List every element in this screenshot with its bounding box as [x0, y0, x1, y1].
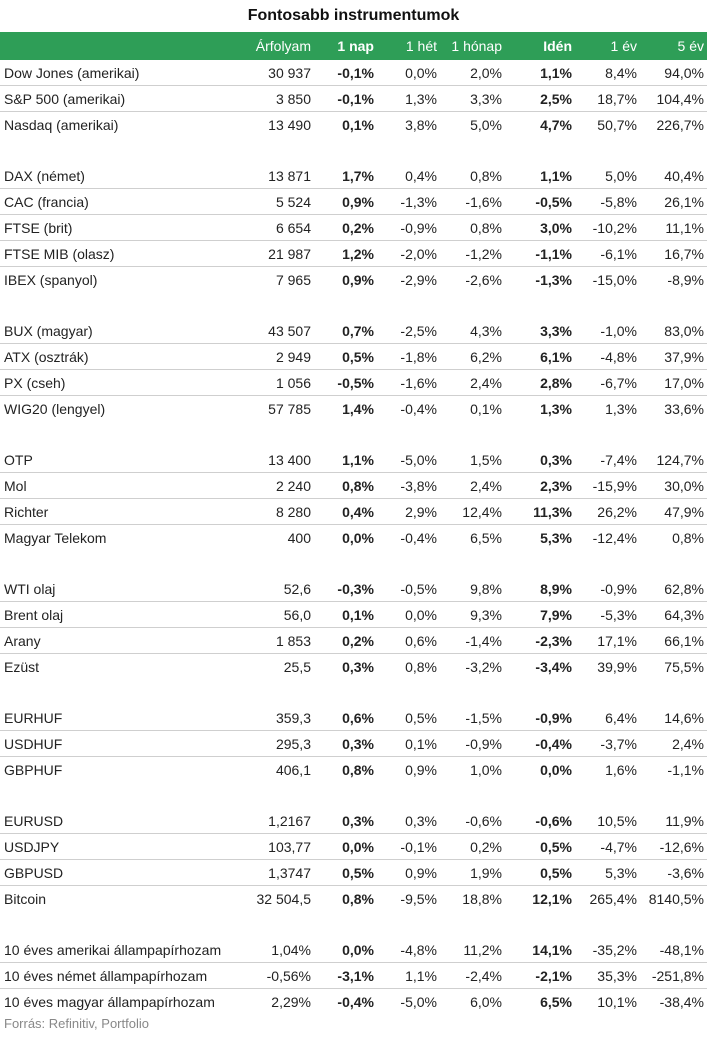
- change-1-month-cell: 2,0%: [440, 60, 505, 86]
- change-1-day-cell: 0,8%: [342, 890, 374, 907]
- price-cell: 103,77: [236, 834, 314, 860]
- change-1-year-cell: -4,8%: [575, 344, 640, 370]
- table-row: [0, 370, 707, 396]
- header-5-year: 5 év: [677, 38, 704, 54]
- price-cell: 52,6: [236, 576, 314, 602]
- change-5-year-cell: 2,4%: [640, 731, 707, 757]
- change-1-week-cell: -2,9%: [400, 271, 437, 288]
- price-cell: 32 504,5: [256, 890, 311, 907]
- change-1-week-cell: -2,5%: [377, 318, 440, 344]
- price-cell: 13 871: [236, 163, 314, 189]
- price-cell: 13 490: [268, 116, 311, 133]
- change-5-year-cell: 104,4%: [640, 86, 707, 112]
- change-1-week-cell: -2,0%: [377, 241, 440, 267]
- change-5-year-cell: -48,1%: [640, 937, 707, 963]
- instrument-name-cell: Magyar Telekom: [4, 529, 107, 546]
- change-1-day-cell: 0,8%: [342, 761, 374, 778]
- change-1-month-cell: 0,1%: [470, 400, 502, 417]
- table-row: [0, 937, 707, 963]
- instrument-name-cell: CAC (francia): [0, 189, 236, 215]
- change-1-year-cell: -15,0%: [592, 271, 637, 288]
- change-1-week-cell: 3,8%: [405, 116, 437, 133]
- change-1-week-cell: -1,6%: [377, 370, 440, 396]
- change-5-year-cell: 66,1%: [640, 628, 707, 654]
- change-ytd-cell: 2,5%: [505, 86, 575, 112]
- change-1-month-cell: 2,4%: [440, 473, 505, 499]
- change-ytd-cell: 14,1%: [505, 937, 575, 963]
- group-spacer: [0, 137, 707, 163]
- change-1-year-cell: 8,4%: [575, 60, 640, 86]
- change-5-year-cell: -251,8%: [640, 963, 707, 989]
- change-1-year-cell: 17,1%: [575, 628, 640, 654]
- instrument-name-cell: OTP: [0, 447, 236, 473]
- change-5-year-cell: -3,6%: [640, 860, 707, 886]
- price-cell: 1,04%: [236, 937, 314, 963]
- table-row: [0, 886, 707, 912]
- change-1-month-cell: -3,2%: [465, 658, 502, 675]
- change-5-year-cell: 124,7%: [640, 447, 707, 473]
- change-ytd-cell: 11,3%: [505, 499, 575, 525]
- instrument-name-cell: ATX (osztrák): [0, 344, 236, 370]
- change-1-month-cell: 2,4%: [440, 370, 505, 396]
- change-5-year-cell: 14,6%: [640, 705, 707, 731]
- change-1-day-cell: 0,8%: [314, 473, 377, 499]
- change-1-month-cell: -1,2%: [440, 241, 505, 267]
- change-1-day-cell: -0,1%: [314, 86, 377, 112]
- spacer-cell: [0, 137, 707, 163]
- instrument-name-cell: USDJPY: [0, 834, 236, 860]
- table-row: [0, 834, 707, 860]
- change-1-month-cell: 18,8%: [462, 890, 502, 907]
- change-1-week-cell: -3,8%: [377, 473, 440, 499]
- change-1-year-cell: 26,2%: [575, 499, 640, 525]
- change-1-year-cell: 35,3%: [575, 963, 640, 989]
- change-1-year-cell: -5,3%: [575, 602, 640, 628]
- change-1-week-cell: -0,1%: [377, 834, 440, 860]
- instrument-name-cell: 10 éves amerikai állampapírhozam: [0, 937, 236, 963]
- header-ytd: Idén: [543, 38, 572, 54]
- change-1-year-cell: -12,4%: [592, 529, 637, 546]
- change-1-year-cell: -35,2%: [575, 937, 640, 963]
- table-row: [0, 60, 707, 86]
- change-1-year-cell: -5,8%: [575, 189, 640, 215]
- price-cell: 1,3747: [236, 860, 314, 886]
- instrument-name-cell: Ezüst: [4, 658, 40, 675]
- change-1-year-cell: 1,3%: [605, 400, 637, 417]
- spacer-cell: [0, 679, 707, 705]
- instrument-name-cell: DAX (német): [0, 163, 236, 189]
- instrument-name-cell: Arany: [0, 628, 236, 654]
- change-1-day-cell: 0,7%: [314, 318, 377, 344]
- change-5-year-cell: -1,1%: [667, 761, 704, 778]
- group-spacer: [0, 550, 707, 576]
- change-1-month-cell: -1,5%: [440, 705, 505, 731]
- header-row: [0, 32, 707, 60]
- instrument-name-cell: Nasdaq (amerikai): [4, 116, 119, 133]
- change-5-year-cell: -38,4%: [659, 993, 704, 1010]
- change-1-week-cell: -1,3%: [377, 189, 440, 215]
- change-1-day-cell: 1,7%: [314, 163, 377, 189]
- header-1-week: 1 hét: [405, 38, 437, 54]
- change-5-year-cell: 0,8%: [672, 529, 704, 546]
- table-row: [0, 963, 707, 989]
- table-row: [0, 757, 707, 783]
- change-ytd-cell: 6,5%: [540, 993, 572, 1010]
- change-1-day-cell: 1,1%: [314, 447, 377, 473]
- header-1-day: 1 nap: [337, 38, 374, 54]
- group-spacer: [0, 421, 707, 447]
- instrument-name-cell: 10 éves német állampapírhozam: [0, 963, 236, 989]
- change-1-week-cell: -0,5%: [377, 576, 440, 602]
- change-1-month-cell: 9,8%: [440, 576, 505, 602]
- change-ytd-cell: 1,1%: [505, 163, 575, 189]
- change-1-year-cell: -6,7%: [575, 370, 640, 396]
- table-row: [0, 989, 707, 1015]
- table-row: [0, 602, 707, 628]
- source-note: Forrás: Refinitiv, Portfolio: [4, 1016, 149, 1031]
- change-1-year-cell: -10,2%: [575, 215, 640, 241]
- change-1-week-cell: 0,4%: [377, 163, 440, 189]
- change-1-week-cell: -0,4%: [400, 529, 437, 546]
- change-ytd-cell: -1,3%: [535, 271, 572, 288]
- change-1-year-cell: 18,7%: [575, 86, 640, 112]
- change-1-day-cell: -0,5%: [314, 370, 377, 396]
- instrument-name-cell: 10 éves magyar állampapírhozam: [4, 993, 215, 1010]
- change-1-week-cell: 2,9%: [377, 499, 440, 525]
- change-1-month-cell: -0,9%: [440, 731, 505, 757]
- table-row: [0, 705, 707, 731]
- change-1-day-cell: 0,5%: [314, 860, 377, 886]
- instrument-name-cell: GBPUSD: [0, 860, 236, 886]
- instrument-name-cell: WIG20 (lengyel): [4, 400, 106, 417]
- change-ytd-cell: 2,3%: [505, 473, 575, 499]
- change-1-week-cell: -4,8%: [377, 937, 440, 963]
- spacer-cell: [0, 292, 707, 318]
- change-1-month-cell: 0,8%: [440, 215, 505, 241]
- price-cell: 2 949: [236, 344, 314, 370]
- change-5-year-cell: 11,9%: [640, 808, 707, 834]
- change-1-year-cell: 39,9%: [597, 658, 637, 675]
- change-ytd-cell: 6,1%: [505, 344, 575, 370]
- change-1-week-cell: -9,5%: [400, 890, 437, 907]
- change-1-month-cell: 12,4%: [440, 499, 505, 525]
- change-1-day-cell: 0,1%: [314, 602, 377, 628]
- change-5-year-cell: -12,6%: [640, 834, 707, 860]
- change-1-month-cell: 1,9%: [440, 860, 505, 886]
- price-cell: 1 056: [236, 370, 314, 396]
- instrument-name-cell: S&P 500 (amerikai): [0, 86, 236, 112]
- instrument-name-cell: Mol: [0, 473, 236, 499]
- change-1-day-cell: 0,3%: [314, 808, 377, 834]
- change-1-year-cell: -7,4%: [575, 447, 640, 473]
- change-5-year-cell: 64,3%: [640, 602, 707, 628]
- change-1-week-cell: -1,8%: [377, 344, 440, 370]
- price-cell: 7 965: [275, 271, 311, 288]
- change-ytd-cell: -0,6%: [505, 808, 575, 834]
- group-spacer: [0, 679, 707, 705]
- change-ytd-cell: 0,0%: [540, 761, 572, 778]
- header-1-month: 1 hónap: [451, 38, 502, 54]
- change-ytd-cell: 2,8%: [505, 370, 575, 396]
- instrument-name-cell: Bitcoin: [4, 890, 47, 907]
- price-cell: 57 785: [268, 400, 311, 417]
- instrument-name-cell: IBEX (spanyol): [4, 271, 98, 288]
- change-1-day-cell: 0,1%: [342, 116, 374, 133]
- price-cell: 1 853: [236, 628, 314, 654]
- table-row: [0, 447, 707, 473]
- change-1-day-cell: 0,6%: [314, 705, 377, 731]
- change-ytd-cell: 8,9%: [505, 576, 575, 602]
- change-1-week-cell: 0,0%: [377, 602, 440, 628]
- change-1-month-cell: -1,6%: [440, 189, 505, 215]
- table-row: [0, 473, 707, 499]
- change-1-week-cell: 1,1%: [377, 963, 440, 989]
- instruments-table: [0, 32, 707, 1014]
- table-row: [0, 267, 707, 293]
- change-1-day-cell: 0,2%: [314, 628, 377, 654]
- change-5-year-cell: 26,1%: [640, 189, 707, 215]
- price-cell: 25,5: [283, 658, 311, 675]
- spacer-cell: [0, 911, 707, 937]
- change-1-month-cell: -2,4%: [440, 963, 505, 989]
- change-ytd-cell: 3,0%: [505, 215, 575, 241]
- table-row: [0, 808, 707, 834]
- group-spacer: [0, 911, 707, 937]
- change-ytd-cell: 1,1%: [505, 60, 575, 86]
- table-row: [0, 628, 707, 654]
- instrument-name-cell: EURUSD: [0, 808, 236, 834]
- change-1-day-cell: 0,0%: [314, 937, 377, 963]
- change-1-year-cell: -3,7%: [575, 731, 640, 757]
- change-1-month-cell: -2,6%: [465, 271, 502, 288]
- price-cell: 1,2167: [236, 808, 314, 834]
- price-cell: 21 987: [236, 241, 314, 267]
- change-1-month-cell: -0,6%: [440, 808, 505, 834]
- price-cell: 13 400: [236, 447, 314, 473]
- table-row: [0, 241, 707, 267]
- change-1-year-cell: 5,3%: [575, 860, 640, 886]
- table-row: [0, 86, 707, 112]
- change-ytd-cell: 7,9%: [505, 602, 575, 628]
- table-row: [0, 344, 707, 370]
- change-1-week-cell: 0,8%: [405, 658, 437, 675]
- change-1-month-cell: 4,3%: [440, 318, 505, 344]
- price-cell: 400: [287, 529, 311, 546]
- table-row: [0, 396, 707, 422]
- change-ytd-cell: 12,1%: [532, 890, 572, 907]
- change-5-year-cell: 47,9%: [640, 499, 707, 525]
- group-spacer: [0, 782, 707, 808]
- table-row: [0, 215, 707, 241]
- change-5-year-cell: 62,8%: [640, 576, 707, 602]
- change-5-year-cell: 11,1%: [640, 215, 707, 241]
- change-1-month-cell: -1,4%: [440, 628, 505, 654]
- change-1-week-cell: -5,0%: [400, 993, 437, 1010]
- instrument-name-cell: Brent olaj: [0, 602, 236, 628]
- change-1-month-cell: 6,2%: [440, 344, 505, 370]
- change-ytd-cell: -1,1%: [505, 241, 575, 267]
- change-1-day-cell: -0,4%: [337, 993, 374, 1010]
- change-ytd-cell: 5,3%: [540, 529, 572, 546]
- spacer-cell: [0, 550, 707, 576]
- table-row: [0, 576, 707, 602]
- change-1-year-cell: 10,5%: [575, 808, 640, 834]
- price-cell: 406,1: [275, 761, 311, 778]
- change-ytd-cell: 0,3%: [505, 447, 575, 473]
- change-ytd-cell: -0,9%: [505, 705, 575, 731]
- change-1-month-cell: 0,8%: [440, 163, 505, 189]
- change-ytd-cell: 4,7%: [540, 116, 572, 133]
- change-1-week-cell: 0,9%: [377, 860, 440, 886]
- change-1-week-cell: 0,0%: [377, 60, 440, 86]
- instrument-name-cell: FTSE MIB (olasz): [0, 241, 236, 267]
- change-ytd-cell: -0,5%: [505, 189, 575, 215]
- change-1-year-cell: -6,1%: [575, 241, 640, 267]
- change-1-year-cell: 1,6%: [605, 761, 637, 778]
- change-1-week-cell: 1,3%: [377, 86, 440, 112]
- change-1-week-cell: -0,9%: [377, 215, 440, 241]
- table-row: [0, 731, 707, 757]
- change-1-week-cell: 0,3%: [377, 808, 440, 834]
- change-5-year-cell: 226,7%: [656, 116, 704, 133]
- change-1-day-cell: 1,4%: [342, 400, 374, 417]
- change-5-year-cell: 17,0%: [640, 370, 707, 396]
- instrument-name-cell: BUX (magyar): [0, 318, 236, 344]
- instrument-name-cell: WTI olaj: [0, 576, 236, 602]
- change-ytd-cell: -2,1%: [505, 963, 575, 989]
- change-1-week-cell: 0,9%: [405, 761, 437, 778]
- change-1-day-cell: 0,4%: [314, 499, 377, 525]
- change-1-year-cell: 5,0%: [575, 163, 640, 189]
- change-1-day-cell: 0,3%: [314, 731, 377, 757]
- change-5-year-cell: 40,4%: [640, 163, 707, 189]
- price-cell: 56,0: [236, 602, 314, 628]
- price-cell: 6 654: [236, 215, 314, 241]
- change-1-day-cell: 0,3%: [342, 658, 374, 675]
- price-cell: 359,3: [236, 705, 314, 731]
- table-row: [0, 163, 707, 189]
- change-5-year-cell: 75,5%: [664, 658, 704, 675]
- table-row: [0, 499, 707, 525]
- change-1-day-cell: 0,2%: [314, 215, 377, 241]
- group-spacer: [0, 292, 707, 318]
- change-1-month-cell: 6,5%: [470, 529, 502, 546]
- change-1-day-cell: 0,0%: [314, 834, 377, 860]
- change-1-day-cell: 0,0%: [342, 529, 374, 546]
- table-row: [0, 318, 707, 344]
- change-1-week-cell: 0,5%: [377, 705, 440, 731]
- change-5-year-cell: 83,0%: [640, 318, 707, 344]
- change-1-month-cell: 5,0%: [470, 116, 502, 133]
- change-1-year-cell: -0,9%: [575, 576, 640, 602]
- price-cell: -0,56%: [236, 963, 314, 989]
- spacer-cell: [0, 421, 707, 447]
- price-cell: 5 524: [236, 189, 314, 215]
- change-1-month-cell: 6,0%: [470, 993, 502, 1010]
- change-ytd-cell: 3,3%: [505, 318, 575, 344]
- price-cell: 30 937: [236, 60, 314, 86]
- change-ytd-cell: 0,5%: [505, 860, 575, 886]
- table-row: [0, 189, 707, 215]
- change-5-year-cell: 8140,5%: [648, 890, 704, 907]
- change-5-year-cell: 33,6%: [664, 400, 704, 417]
- price-cell: 2 240: [236, 473, 314, 499]
- price-cell: 3 850: [236, 86, 314, 112]
- change-ytd-cell: -2,3%: [505, 628, 575, 654]
- change-1-month-cell: 1,0%: [470, 761, 502, 778]
- change-1-year-cell: 50,7%: [597, 116, 637, 133]
- change-5-year-cell: -8,9%: [667, 271, 704, 288]
- change-1-day-cell: -0,3%: [314, 576, 377, 602]
- table-row: [0, 525, 707, 551]
- instrument-name-cell: PX (cseh): [0, 370, 236, 396]
- instrument-name-cell: GBPHUF: [4, 761, 63, 778]
- change-1-year-cell: 6,4%: [575, 705, 640, 731]
- change-1-day-cell: -0,1%: [314, 60, 377, 86]
- table-body: [0, 60, 707, 1014]
- header-name: [0, 32, 236, 60]
- change-1-month-cell: 11,2%: [440, 937, 505, 963]
- change-1-day-cell: 0,9%: [342, 271, 374, 288]
- header-1-year: 1 év: [610, 38, 637, 54]
- change-1-year-cell: -1,0%: [575, 318, 640, 344]
- instrument-name-cell: Dow Jones (amerikai): [0, 60, 236, 86]
- change-ytd-cell: 1,3%: [540, 400, 572, 417]
- change-1-day-cell: 0,5%: [314, 344, 377, 370]
- change-1-week-cell: 0,1%: [377, 731, 440, 757]
- change-1-day-cell: -3,1%: [314, 963, 377, 989]
- table-row: [0, 860, 707, 886]
- change-ytd-cell: 0,5%: [505, 834, 575, 860]
- change-1-month-cell: 3,3%: [440, 86, 505, 112]
- change-5-year-cell: 30,0%: [640, 473, 707, 499]
- change-1-year-cell: 10,1%: [597, 993, 637, 1010]
- change-1-year-cell: -15,9%: [575, 473, 640, 499]
- change-ytd-cell: -3,4%: [535, 658, 572, 675]
- instrument-name-cell: USDHUF: [0, 731, 236, 757]
- change-5-year-cell: 94,0%: [640, 60, 707, 86]
- change-1-month-cell: 9,3%: [440, 602, 505, 628]
- change-1-week-cell: 0,6%: [377, 628, 440, 654]
- change-1-month-cell: 1,5%: [440, 447, 505, 473]
- instrument-name-cell: FTSE (brit): [0, 215, 236, 241]
- change-5-year-cell: 16,7%: [640, 241, 707, 267]
- table-title: Fontosabb instrumentumok: [247, 7, 460, 24]
- change-1-day-cell: 0,9%: [314, 189, 377, 215]
- price-cell: 295,3: [236, 731, 314, 757]
- change-1-week-cell: -5,0%: [377, 447, 440, 473]
- change-5-year-cell: 37,9%: [640, 344, 707, 370]
- change-1-year-cell: -4,7%: [575, 834, 640, 860]
- spacer-cell: [0, 782, 707, 808]
- change-1-month-cell: 0,2%: [440, 834, 505, 860]
- header-price: Árfolyam: [255, 38, 311, 54]
- change-1-year-cell: 265,4%: [589, 890, 637, 907]
- price-cell: 43 507: [236, 318, 314, 344]
- change-1-day-cell: 1,2%: [314, 241, 377, 267]
- price-cell: 2,29%: [271, 993, 311, 1010]
- table-row: [0, 112, 707, 138]
- instrument-name-cell: Richter: [0, 499, 236, 525]
- change-ytd-cell: -0,4%: [505, 731, 575, 757]
- instrument-name-cell: EURHUF: [0, 705, 236, 731]
- change-1-week-cell: -0,4%: [400, 400, 437, 417]
- table-row: [0, 654, 707, 680]
- price-cell: 8 280: [236, 499, 314, 525]
